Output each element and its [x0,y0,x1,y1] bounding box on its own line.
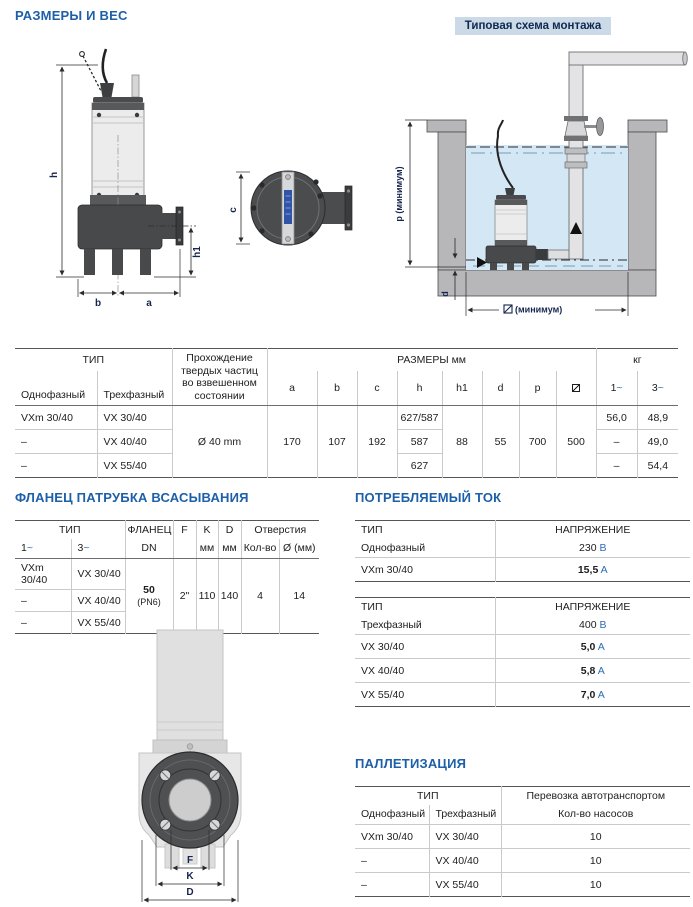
col-d-unit: мм [218,539,241,559]
dim-label-min: (минимум) [515,304,563,315]
qty-value: 10 [501,825,690,849]
dim-b: 107 [317,406,357,478]
col-group-holes: Отверстия [241,521,319,540]
col-group-type: ТИП [417,790,439,802]
table-row [15,406,678,430]
weight-3ph: 54,4 [637,454,678,478]
table-row [355,825,690,849]
palletization-table [355,786,690,897]
float-pipe [132,75,139,97]
col-three-phase: Трехфазный [429,805,501,825]
col-dn: DN [125,539,173,559]
suction-port [169,779,211,821]
table-row [355,659,690,683]
handle [93,97,143,103]
dim-min-diameter: 500 [556,406,596,478]
leg [201,844,215,868]
col-b: b [317,371,357,406]
dim-label-k: K [186,871,194,882]
col-voltage: НАПРЯЖЕНИЕ [495,521,690,540]
model-single: – [15,590,71,612]
col-d: D [218,521,241,540]
model: VX 30/40 [361,640,405,653]
col-3ph: 3~ [71,539,125,559]
dim-label-b: b [94,298,102,309]
solids-value: Ø 40 mm [172,406,267,478]
dim-h: 627 [397,454,442,478]
gate-valve-body [565,121,587,136]
hole-diameter-value: 14 [279,559,319,634]
weight-3ph: 49,0 [637,430,678,454]
valve-handwheel [597,118,604,136]
leg [140,249,151,275]
weight-1ph: – [596,454,637,478]
dim-label-h1: h1 [192,246,203,258]
model-three: VX 55/40 [97,454,172,478]
model-single: VXm 30/40 [21,562,48,586]
amps-value: 5,0 A [495,635,690,659]
col-group-sizes: РАЗМЕРЫ мм [267,349,596,372]
col-group-type: ТИП [82,354,105,367]
leg [165,844,179,868]
nameplate [284,190,292,224]
table-row [355,635,690,659]
pump-motor [495,200,527,245]
dim-label-a: a [146,298,152,309]
leg [84,249,95,275]
dim-d: 55 [482,406,519,478]
col-c: c [357,371,397,406]
valve-stem [584,125,598,128]
hole-count-value: 4 [241,559,279,634]
col-single-phase: Однофазный [15,371,97,406]
col-kg-3ph: 3~ [637,371,678,406]
dim-label-d: d [440,291,450,297]
col-type: ТИП [361,601,383,613]
col-single-phase: Однофазный [355,805,429,825]
col-f-unit [173,539,196,559]
col-voltage: НАПРЯЖЕНИЕ [495,598,690,617]
col-kg-1ph: 1~ [596,371,637,406]
flange-view-drawing [95,630,285,905]
col-1ph: 1~ [15,539,71,559]
dim-a: 170 [267,406,317,478]
dim-label-h: h [49,171,60,179]
table-row [355,683,690,707]
table-row [355,873,690,897]
pump-top-view-drawing [228,160,363,255]
model-single: – [15,454,97,478]
side-flange [345,186,352,230]
pump-volute [78,205,162,249]
col-hole-count: Кол-во [241,539,279,559]
col-solids-header: Прохождение твердых частиц во взвешенном состоянии [172,349,267,406]
flange-k-value: 110 [196,559,218,634]
amps-value: 7,0 A [495,683,690,707]
weight-3ph: 48,9 [637,406,678,430]
col-flange: ФЛАНЕЦ [125,521,173,540]
current-section-title: ПОТРЕБЛЯЕМЫЙ ТОК [355,490,502,505]
weight-1ph: 56,0 [596,406,637,430]
col-k: K [196,521,218,540]
voltage-value: 400 В [495,616,690,635]
dim-h1: 88 [442,406,482,478]
table-row [355,849,690,873]
model-single: – [355,873,429,897]
model: VX 55/40 [355,683,495,707]
model-three: VX 55/40 [71,612,125,634]
dim-c: 192 [357,406,397,478]
square-diagonal-icon [572,384,580,392]
valve-flange [564,116,588,121]
dimensions-table [15,348,678,478]
weight-1ph: – [596,430,637,454]
model-three: VX 40/40 [97,430,172,454]
install-diagram-title: Типовая схема монтажа [455,17,611,35]
flange-dn-value: 50 (PN6) [125,559,173,634]
model-three: VX 40/40 [71,590,125,612]
col-d: d [482,371,519,406]
model-three: VX 30/40 [71,559,125,590]
col-h: h [397,371,442,406]
current-three-phase-table [355,597,690,707]
col-type: ТИП [361,524,383,536]
dim-label-c: c [228,207,239,213]
model-three: VX 30/40 [97,406,172,430]
col-hole-diameter: Ø (мм) [279,539,319,559]
model-three: VX 40/40 [429,849,501,873]
dim-label-f: F [186,855,194,866]
qty-value: 10 [501,849,690,873]
installation-diagram [393,38,693,328]
col-group-type: ТИП [59,524,81,536]
union-fitting [565,148,587,154]
col-a: a [267,371,317,406]
col-pump-count: Кол-во насосов [501,805,690,825]
model: VXm 30/40 [361,563,413,576]
table-row [15,559,319,590]
phase-label: Трехфазный [355,616,495,635]
dim-label-d: D [186,887,194,898]
model-single: VXm 30/40 [21,411,73,424]
col-group-kg: кг [596,349,678,372]
suction-flange-table [15,520,319,634]
model-single: – [355,849,429,873]
col-p: p [519,371,556,406]
chain [83,56,101,91]
amps-value: 15,5 A [495,558,690,582]
col-h1: h1 [442,371,482,406]
power-cable [103,49,107,83]
phase-label: Однофазный [355,539,495,558]
pump-volute [486,246,536,263]
flange-d-value: 140 [218,559,241,634]
model-single: – [15,612,71,634]
dim-label-p: p (минимум) [394,166,404,222]
model-single: – [15,430,97,454]
lifting-hook [80,52,85,57]
col-k-unit: мм [196,539,218,559]
discharge-pipe [569,52,685,65]
col-transport: Перевозка автотранспортом [501,787,690,806]
dim-h: 587 [397,430,442,454]
dim-p: 700 [519,406,556,478]
dimensions-section-title: РАЗМЕРЫ И ВЕС [15,8,128,23]
dim-h: 627/587 [397,406,442,430]
col-f: F [173,521,196,540]
model-three: VX 30/40 [429,825,501,849]
col-min-diameter [556,371,596,406]
pump-front-view-drawing [48,45,203,310]
side-outlet [322,192,348,224]
flange-section-title: ФЛАНЕЦ ПАТРУБКА ВСАСЫВАНИЯ [15,490,249,505]
motor-top-ring [92,103,144,110]
model: VX 40/40 [355,659,495,683]
table-row [355,558,690,582]
flange-f-value: 2" [173,559,196,634]
model-three: VX 55/40 [429,873,501,897]
model-single: VXm 30/40 [361,830,413,843]
qty-value: 10 [501,873,690,897]
pump-body-silhouette [157,630,223,742]
leg [112,249,123,275]
outlet-connection [536,249,548,260]
current-single-phase-table [355,520,690,582]
amps-value: 5,8 A [495,659,690,683]
pallet-section-title: ПАЛЛЕТИЗАЦИЯ [355,756,467,771]
voltage-value: 230 В [495,539,690,558]
col-three-phase: Трехфазный [97,371,172,406]
